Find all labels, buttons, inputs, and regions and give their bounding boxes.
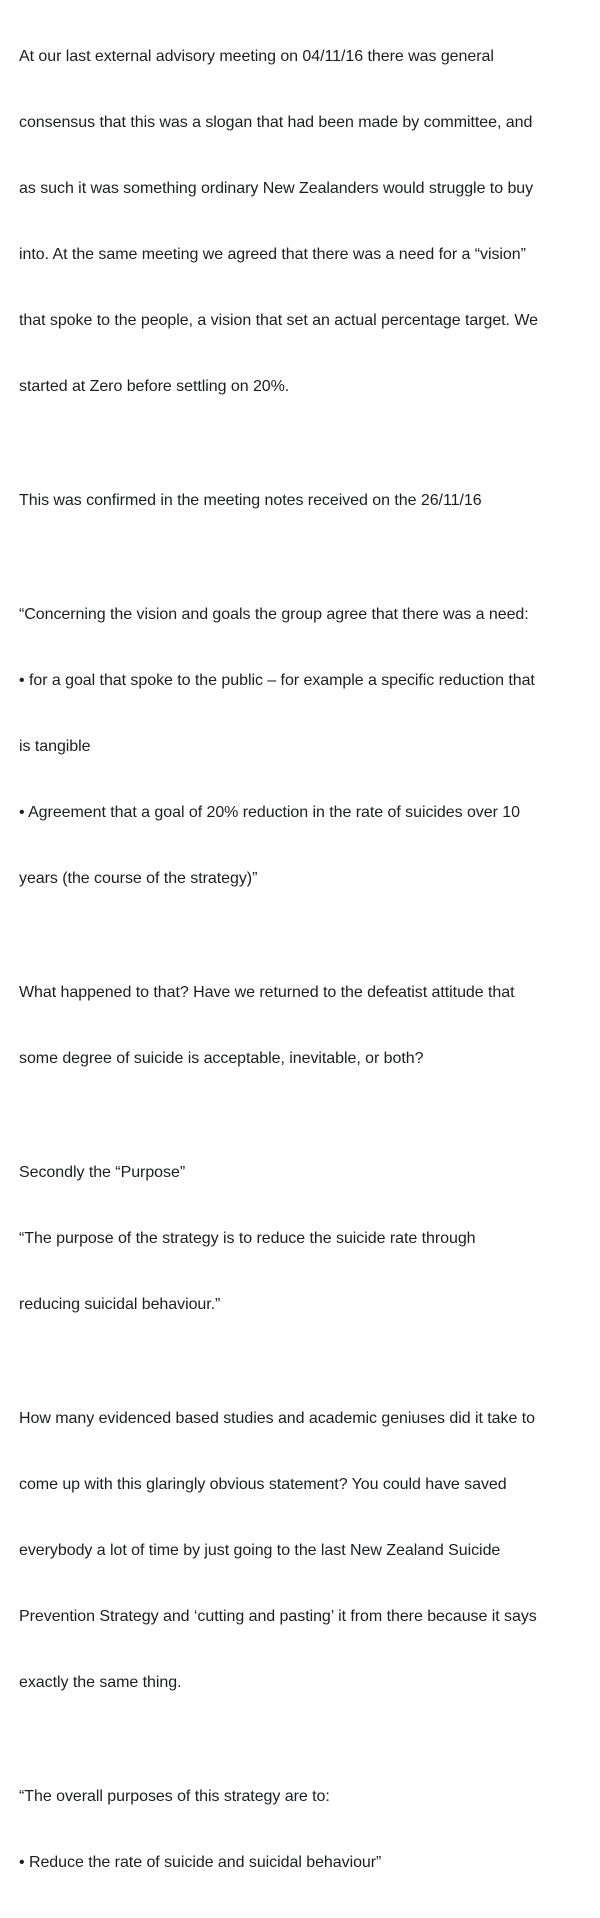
- paragraph-purpose: [19, 1118, 590, 1360]
- text-line: What happened to that? Have we returned to the defeatist attitude that: [19, 984, 515, 1001]
- text-line: “The purpose of the strategy is to reduce the suicide rate through: [19, 1230, 476, 1247]
- text-line: exactly the same thing.: [19, 1674, 182, 1691]
- text-line: years (the course of the strategy)”: [19, 870, 258, 887]
- text-line: “Concerning the vision and goals the group agree that there was a need:: [19, 606, 529, 623]
- text-line: consensus that this was a slogan that had been made by committee, and: [19, 114, 533, 131]
- text-line: as such it was something ordinary New Zealanders would struggle to buy: [19, 180, 534, 197]
- text-line: reducing suicidal behaviour.”: [19, 1296, 221, 1313]
- paragraph-question: [19, 938, 590, 1114]
- text-line: Secondly the “Purpose”: [19, 1164, 186, 1181]
- text-line: that spoke to the people, a vision that set an actual percentage target. We: [19, 312, 538, 329]
- text-line: started at Zero before settling on 20%.: [19, 378, 290, 395]
- bullet-line: • for a goal that spoke to the public – for example a specific reduction that: [19, 672, 535, 689]
- text-line: into. At the same meeting we agreed that there was a need for a “vision”: [19, 246, 526, 263]
- bullet-line: • Agreement that a goal of 20% reduction in the rate of suicides over 10: [19, 804, 520, 821]
- text-line: How many evidenced based studies and academic geniuses did it take to: [19, 1410, 535, 1427]
- text-line: some degree of suicide is acceptable, inevitable, or both?: [19, 1050, 424, 1067]
- text-line: This was confirmed in the meeting notes received on the 26/11/16: [19, 492, 482, 509]
- text-line: Prevention Strategy and ‘cutting and pasting’ it from there because it says: [19, 1608, 537, 1625]
- text-line: is tangible: [19, 738, 91, 755]
- text-line: “The overall purposes of this strategy are to:: [19, 1788, 330, 1805]
- paragraph-studies: [19, 1364, 590, 1738]
- paragraph-meeting-notes: [19, 446, 590, 556]
- bullet-line: • Reduce the rate of suicide and suicidal behaviour”: [19, 1854, 382, 1871]
- text-line: At our last external advisory meeting on 04/11/16 there was general: [19, 48, 494, 65]
- paragraph-vision-quote: [19, 560, 590, 934]
- text-line: come up with this glaringly obvious statement? You could have saved: [19, 1476, 507, 1493]
- paragraph-overall-purposes: [19, 1742, 590, 1918]
- paragraph-advisory-meeting: [19, 2, 590, 442]
- text-line: everybody a lot of time by just going to the last New Zealand Suicide: [19, 1542, 501, 1559]
